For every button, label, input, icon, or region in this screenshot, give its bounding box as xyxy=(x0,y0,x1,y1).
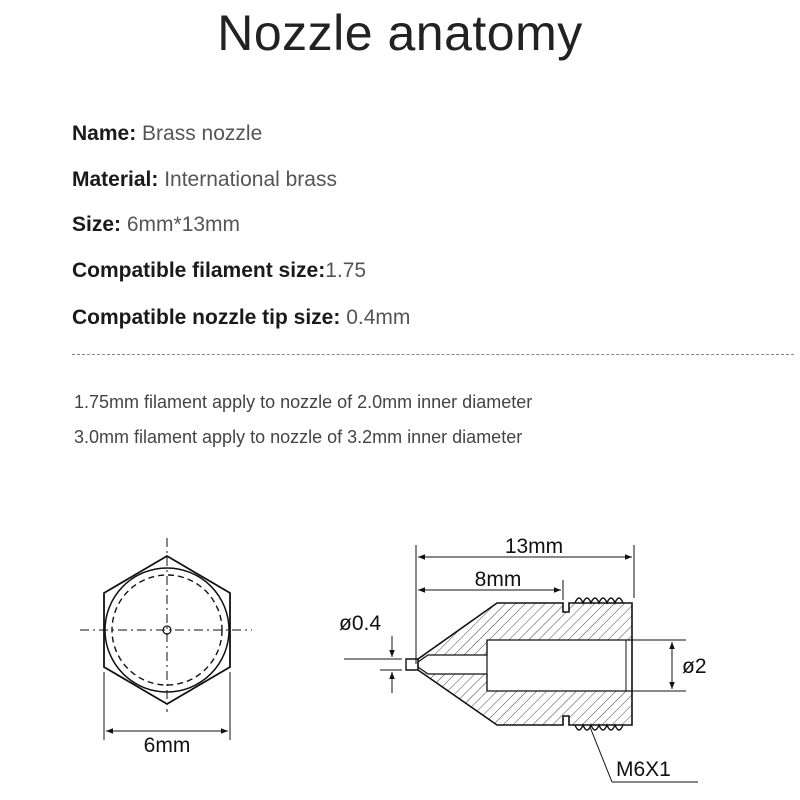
hex-width-label: 6mm xyxy=(143,734,191,757)
tip-diameter-label: ø0.4 xyxy=(339,612,382,635)
spec-value: International brass xyxy=(164,168,337,191)
body-section-lower xyxy=(418,670,632,725)
spec-label: Material: xyxy=(72,168,159,191)
spec-label: Compatible nozzle tip size: xyxy=(72,306,341,329)
spec-label: Name: xyxy=(72,122,137,145)
spec-value: 1.75 xyxy=(325,259,367,282)
length-label: 13mm xyxy=(504,535,564,558)
thread-crests-bottom xyxy=(575,725,623,730)
spec-value: 0.4mm xyxy=(346,306,411,329)
thread-hidden-circle xyxy=(112,575,222,685)
spec-label: Compatible filament size: xyxy=(72,259,326,282)
bore-diameter-label: ø2 xyxy=(682,655,707,678)
spec-value: 6mm*13mm xyxy=(126,213,241,236)
thread-crests-top xyxy=(575,598,623,603)
thread-label: M6X1 xyxy=(616,758,671,781)
taper-label: 8mm xyxy=(474,568,522,591)
hex-end-view xyxy=(80,538,252,757)
nozzle-section-view xyxy=(339,535,707,782)
filament-note: 1.75mm filament apply to nozzle of 2.0mm inner diameter xyxy=(74,392,533,412)
spec-value: Brass nozzle xyxy=(142,122,263,145)
body-section-upper xyxy=(418,603,632,659)
filament-note: 3.0mm filament apply to nozzle of 3.2mm inner diameter xyxy=(74,427,523,447)
leader-line xyxy=(590,727,612,782)
page-title: Nozzle anatomy xyxy=(217,5,583,61)
spec-label: Size: xyxy=(72,213,122,236)
